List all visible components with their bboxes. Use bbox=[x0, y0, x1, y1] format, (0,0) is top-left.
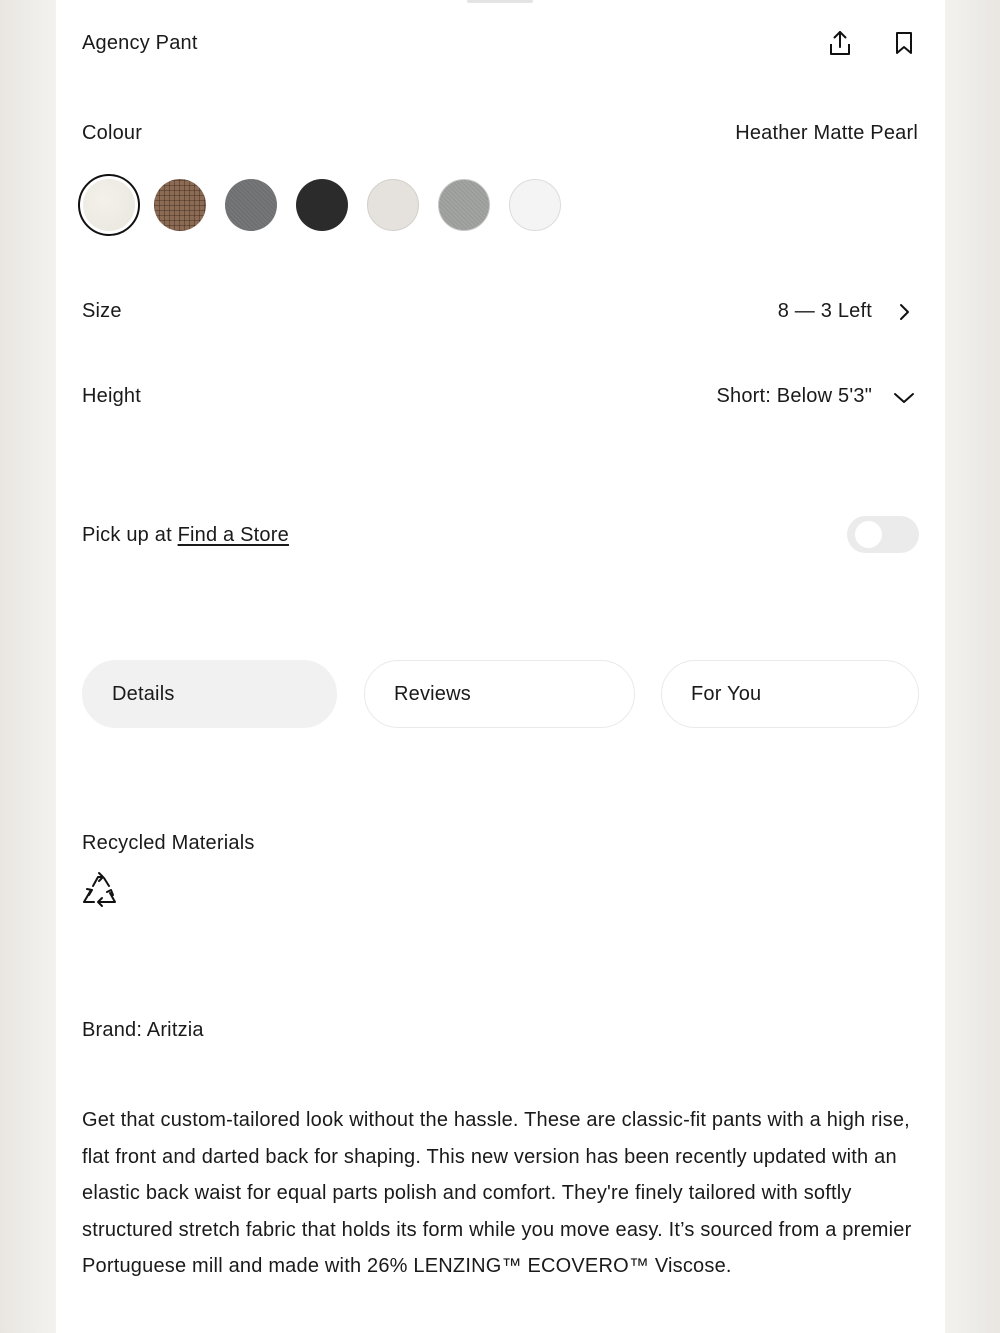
product-title: Agency Pant bbox=[82, 32, 198, 54]
size-label: Size bbox=[82, 300, 122, 322]
swatch-fill bbox=[225, 179, 277, 231]
chevron-right-icon bbox=[897, 302, 911, 322]
tab-reviews[interactable] bbox=[364, 660, 635, 728]
toggle-knob bbox=[855, 521, 882, 548]
swatch-fill bbox=[154, 179, 206, 231]
swatch-fill bbox=[83, 179, 135, 231]
tab-label: For You bbox=[691, 683, 762, 705]
selected-colour-name: Heather Matte Pearl bbox=[735, 122, 918, 144]
pickup-prefix: Pick up at bbox=[82, 524, 178, 546]
swatch-fill bbox=[438, 179, 490, 231]
product-description: Get that custom-tailored look without the hassle. These are classic-fit pants with a high rise, flat front and darted back for shaping. This new version has been recently updated with an elastic back waist for equal parts polish and comfort. They're finely tailored with softly structured stretch fabric that holds its form while you move easy. It’s sourced from a premier Portuguese mill and made with 26% LENZING™ ECOVERO™ Viscose. bbox=[82, 1109, 912, 1278]
bookmark-button[interactable] bbox=[888, 27, 920, 59]
swatch-white[interactable] bbox=[504, 174, 566, 236]
swatch-brown-plaid[interactable] bbox=[149, 174, 211, 236]
swatch-fill bbox=[367, 179, 419, 231]
height-value[interactable]: Short: Below 5'3" bbox=[716, 385, 872, 407]
tab-label: Reviews bbox=[394, 683, 471, 705]
tab-for-you[interactable] bbox=[661, 660, 919, 728]
share-button[interactable] bbox=[824, 27, 856, 59]
product-sheet bbox=[56, 0, 945, 1333]
swatch-light-heather-grey[interactable] bbox=[433, 174, 495, 236]
brand-label: Brand: Aritzia bbox=[82, 1019, 204, 1041]
tab-label: Details bbox=[112, 683, 175, 705]
chevron-down-icon bbox=[893, 391, 915, 405]
find-a-store-link[interactable]: Find a Store bbox=[177, 524, 289, 546]
swatch-heather-grey[interactable] bbox=[220, 174, 282, 236]
pickup-label bbox=[82, 523, 289, 547]
swatch-fill bbox=[509, 179, 561, 231]
pickup-toggle[interactable] bbox=[847, 516, 919, 553]
colour-label: Colour bbox=[82, 122, 143, 144]
swatch-stone[interactable] bbox=[362, 174, 424, 236]
share-icon bbox=[828, 30, 852, 56]
swatch-black[interactable] bbox=[291, 174, 353, 236]
sheet-grabber[interactable] bbox=[467, 0, 533, 3]
recycled-materials-label: Recycled Materials bbox=[82, 832, 255, 854]
height-dropdown-button[interactable] bbox=[888, 382, 920, 414]
size-value[interactable]: 8 — 3 Left bbox=[777, 300, 872, 322]
tab-details[interactable] bbox=[82, 660, 337, 728]
recycle-icon bbox=[80, 868, 120, 913]
swatch-heather-matte-pearl[interactable] bbox=[78, 174, 140, 236]
bookmark-icon bbox=[894, 30, 914, 56]
size-selector-button[interactable] bbox=[888, 296, 920, 328]
swatch-fill bbox=[296, 179, 348, 231]
colour-swatches bbox=[78, 174, 575, 236]
height-label: Height bbox=[82, 385, 142, 407]
